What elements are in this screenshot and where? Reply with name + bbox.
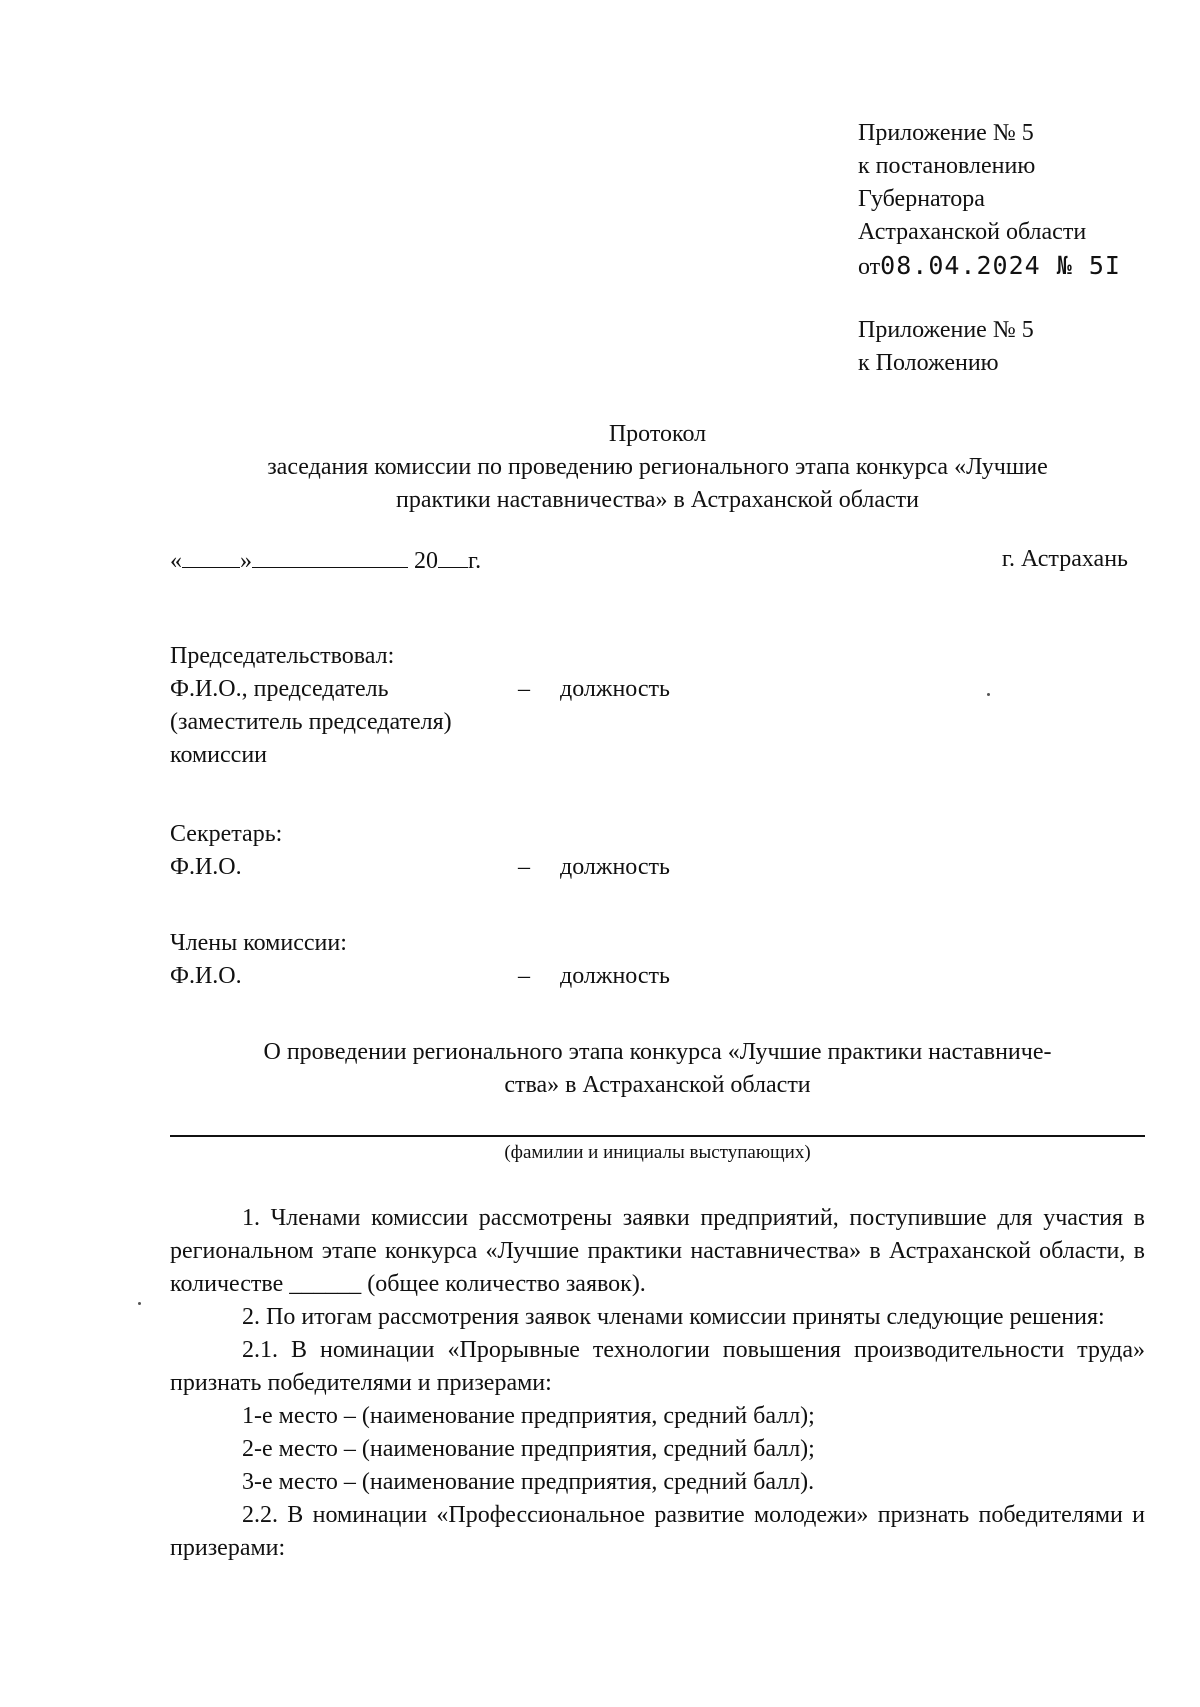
month-blank bbox=[252, 543, 408, 568]
scan-speck bbox=[987, 693, 990, 696]
chair-row bbox=[170, 673, 1150, 772]
secretary-heading: Секретарь: bbox=[170, 821, 283, 847]
protocol-body bbox=[170, 1202, 1145, 1565]
appendix-number-2: Приложение № 5 bbox=[858, 317, 1034, 343]
dash: – bbox=[518, 676, 530, 702]
place-2: 2-е место – (наименование предприятия, средний балл); bbox=[242, 1436, 815, 1462]
chair-section bbox=[170, 640, 1150, 772]
day-blank bbox=[182, 543, 240, 568]
speakers-caption: (фамилии и инициалы выступающих) bbox=[504, 1142, 811, 1163]
paragraph-1: 1. Членами комиссии рассмотрены заявки предприятий, поступившие для участия в региональном этапе конкурса «Лучшие практики наставничества» в Астраханской области, в количестве ______ (общее количество заявок). bbox=[170, 1205, 1145, 1297]
dash: – bbox=[518, 854, 530, 880]
member-position: должность bbox=[560, 963, 670, 989]
appendix-region: Астраханской области bbox=[858, 219, 1087, 245]
paragraph-2-1: 2.1. В номинации «Прорывные технологии повышения производительности труда» признать победителями и призерами: bbox=[170, 1337, 1145, 1396]
appendix-date-line bbox=[858, 249, 1178, 284]
member-row bbox=[170, 960, 1150, 993]
date-blank-fields: « » 20 г. bbox=[170, 543, 481, 578]
chair-position: должность bbox=[560, 676, 670, 702]
place-1: 1-е место – (наименование предприятия, средний балл); bbox=[242, 1403, 815, 1429]
secretary-name: Ф.И.О. bbox=[170, 854, 242, 880]
chair-name-2: (заместитель председателя) bbox=[170, 709, 452, 735]
agenda-line-1: О проведении регионального этапа конкурса «Лучшие практики наставниче- bbox=[263, 1039, 1052, 1065]
agenda-line-2: ства» в Астраханской области bbox=[504, 1072, 811, 1098]
paragraph-2: 2. По итогам рассмотрения заявок членами комиссии приняты следующие решения: bbox=[242, 1304, 1105, 1330]
chair-name-3: комиссии bbox=[170, 742, 268, 768]
appendix-header-resolution bbox=[858, 117, 1178, 284]
appendix-to-regulation: к Положению bbox=[858, 350, 999, 376]
dash: – bbox=[518, 963, 530, 989]
secretary-row bbox=[170, 851, 1150, 884]
member-name: Ф.И.О. bbox=[170, 963, 242, 989]
secretary-section bbox=[170, 818, 1150, 884]
title-line-2: заседания комиссии по проведению регионального этапа конкурса «Лучшие bbox=[267, 454, 1048, 480]
title-protocol: Протокол bbox=[608, 421, 707, 447]
appendix-header-regulation bbox=[858, 314, 1178, 380]
speakers-underline bbox=[170, 1135, 1145, 1137]
scan-speck bbox=[138, 1302, 141, 1305]
appendix-to-resolution: к постановлению bbox=[858, 153, 1036, 179]
members-heading: Члены комиссии: bbox=[170, 930, 347, 956]
secretary-position: должность bbox=[560, 854, 670, 880]
year-blank bbox=[438, 543, 468, 568]
place-3: 3-е место – (наименование предприятия, средний балл). bbox=[242, 1469, 815, 1495]
date-value: 08.04.2024 № 5I bbox=[880, 251, 1121, 280]
members-section bbox=[170, 927, 1150, 993]
chair-name-1: Ф.И.О., председатель bbox=[170, 676, 389, 702]
city: г. Астрахань bbox=[1001, 546, 1128, 572]
date-prefix: от bbox=[858, 254, 881, 280]
agenda-title bbox=[170, 1036, 1145, 1102]
document-title bbox=[170, 418, 1145, 517]
paragraph-2-2: 2.2. В номинации «Профессиональное развитие молодежи» признать победителями и призерами: bbox=[170, 1502, 1145, 1561]
appendix-governor: Губернатора bbox=[858, 186, 985, 212]
appendix-number: Приложение № 5 bbox=[858, 120, 1034, 146]
title-line-3: практики наставничества» в Астраханской области bbox=[396, 487, 919, 513]
chair-heading: Председательствовал: bbox=[170, 643, 395, 669]
